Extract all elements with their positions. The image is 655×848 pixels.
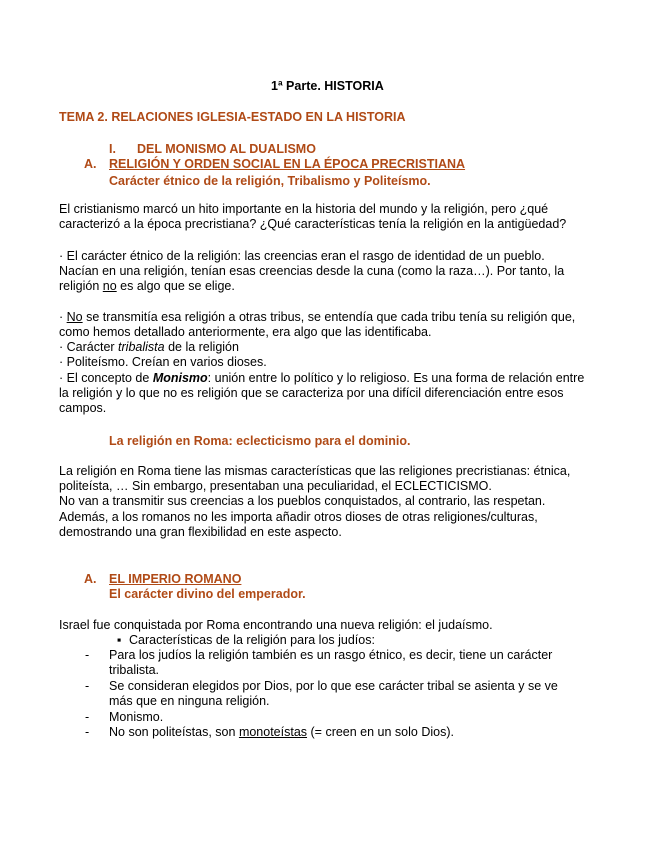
- rome-line: demostrando una gran flexibilidad en este aspecto.: [59, 525, 342, 539]
- section-heading: DEL MONISMO AL DUALISMO: [137, 142, 316, 156]
- rome-line: La religión en Roma tiene las mismas características que las religiones precristianas: étnica,: [59, 464, 571, 478]
- list-item: No son politeístas, son monoteístas (= creen en un solo Dios).: [109, 725, 454, 739]
- transmit-line: como hemos detallado anteriormente, era algo que las identificaba.: [59, 325, 432, 339]
- bullet-icon: ▪: [117, 633, 122, 647]
- transmit-line: · No se transmitía esa religión a otras tribus, se entendía que cada tribu tenía su religión que,: [59, 310, 576, 324]
- subsection-letter: A.: [84, 157, 97, 171]
- empire-subheading: El carácter divino del emperador.: [109, 587, 306, 601]
- list-item: Para los judíos la religión también es un rasgo étnico, es decir, tiene un carácter: [109, 648, 553, 662]
- ethnic-line: · El carácter étnico de la religión: las creencias eran el rasgo de identidad de un pueblo.: [59, 249, 545, 263]
- ethnic-line: religión no es algo que se elige.: [59, 279, 235, 293]
- page-title: 1ª Parte. HISTORIA: [271, 79, 384, 93]
- list-item-cont: más que en ninguna religión.: [109, 694, 270, 708]
- list-item: Se consideran elegidos por Dios, por lo que ese carácter tribal se asienta y se ve: [109, 679, 558, 693]
- dash-marker: -: [85, 679, 90, 693]
- rome-line: politeísta, … Sin embargo, presentaban una peculiaridad, el ECLECTICISMO.: [59, 479, 492, 493]
- rome-heading: La religión en Roma: eclecticismo para el dominio.: [109, 434, 411, 448]
- empire-heading: EL IMPERIO ROMANO: [109, 572, 242, 586]
- transmit-line: la religión y lo que no es religión que se caracteriza por una difícil diferenciación entre esos: [59, 386, 564, 400]
- intro-line: El cristianismo marcó un hito importante en la historia del mundo y la religión, pero ¿qué: [59, 202, 549, 216]
- intro-line: caracterizó a la época precristiana? ¿Qué características tenía la religión en la antigüedad?: [59, 217, 567, 231]
- theme-heading: TEMA 2. RELACIONES IGLESIA-ESTADO EN LA HISTORIA: [59, 110, 406, 124]
- subsection-subheading: Carácter étnico de la religión, Tribalismo y Politeísmo.: [109, 174, 431, 188]
- transmit-line: · Politeísmo. Creían en varios dioses.: [59, 355, 267, 369]
- emphasis-no: No: [66, 310, 83, 324]
- subsection-heading: RELIGIÓN Y ORDEN SOCIAL EN LA ÉPOCA PRECRISTIANA: [109, 157, 466, 171]
- transmit-line: campos.: [59, 401, 107, 415]
- list-item-cont: tribalista.: [109, 663, 160, 677]
- emphasis-no: no: [102, 279, 117, 293]
- section-numeral: I.: [109, 142, 116, 156]
- dash-marker: -: [85, 725, 90, 739]
- list-item: Monismo.: [109, 710, 164, 724]
- dash-marker: -: [85, 710, 90, 724]
- dash-marker: -: [85, 648, 90, 662]
- transmit-line: · Carácter tribalista de la religión: [59, 340, 239, 354]
- rome-line: No van a transmitir sus creencias a los pueblos conquistados, al contrario, las respetan.: [59, 494, 546, 508]
- rome-line: Además, a los romanos no les importa añadir otros dioses de otras religiones/culturas,: [59, 510, 538, 524]
- emphasis-monoteistas: monoteístas: [238, 725, 308, 739]
- empire-letter: A.: [84, 572, 97, 586]
- transmit-line: · El concepto de Monismo: unión entre lo político y lo religioso. Es una forma de relación entre: [59, 371, 585, 385]
- bullet-heading: Características de la religión para los judíos:: [129, 633, 375, 647]
- ethnic-line: Nacían en una religión, tenían esas creencias desde la cuna (como la raza…). Por tanto, la: [59, 264, 565, 278]
- empire-intro: Israel fue conquistada por Roma encontrando una nueva religión: el judaísmo.: [59, 618, 493, 632]
